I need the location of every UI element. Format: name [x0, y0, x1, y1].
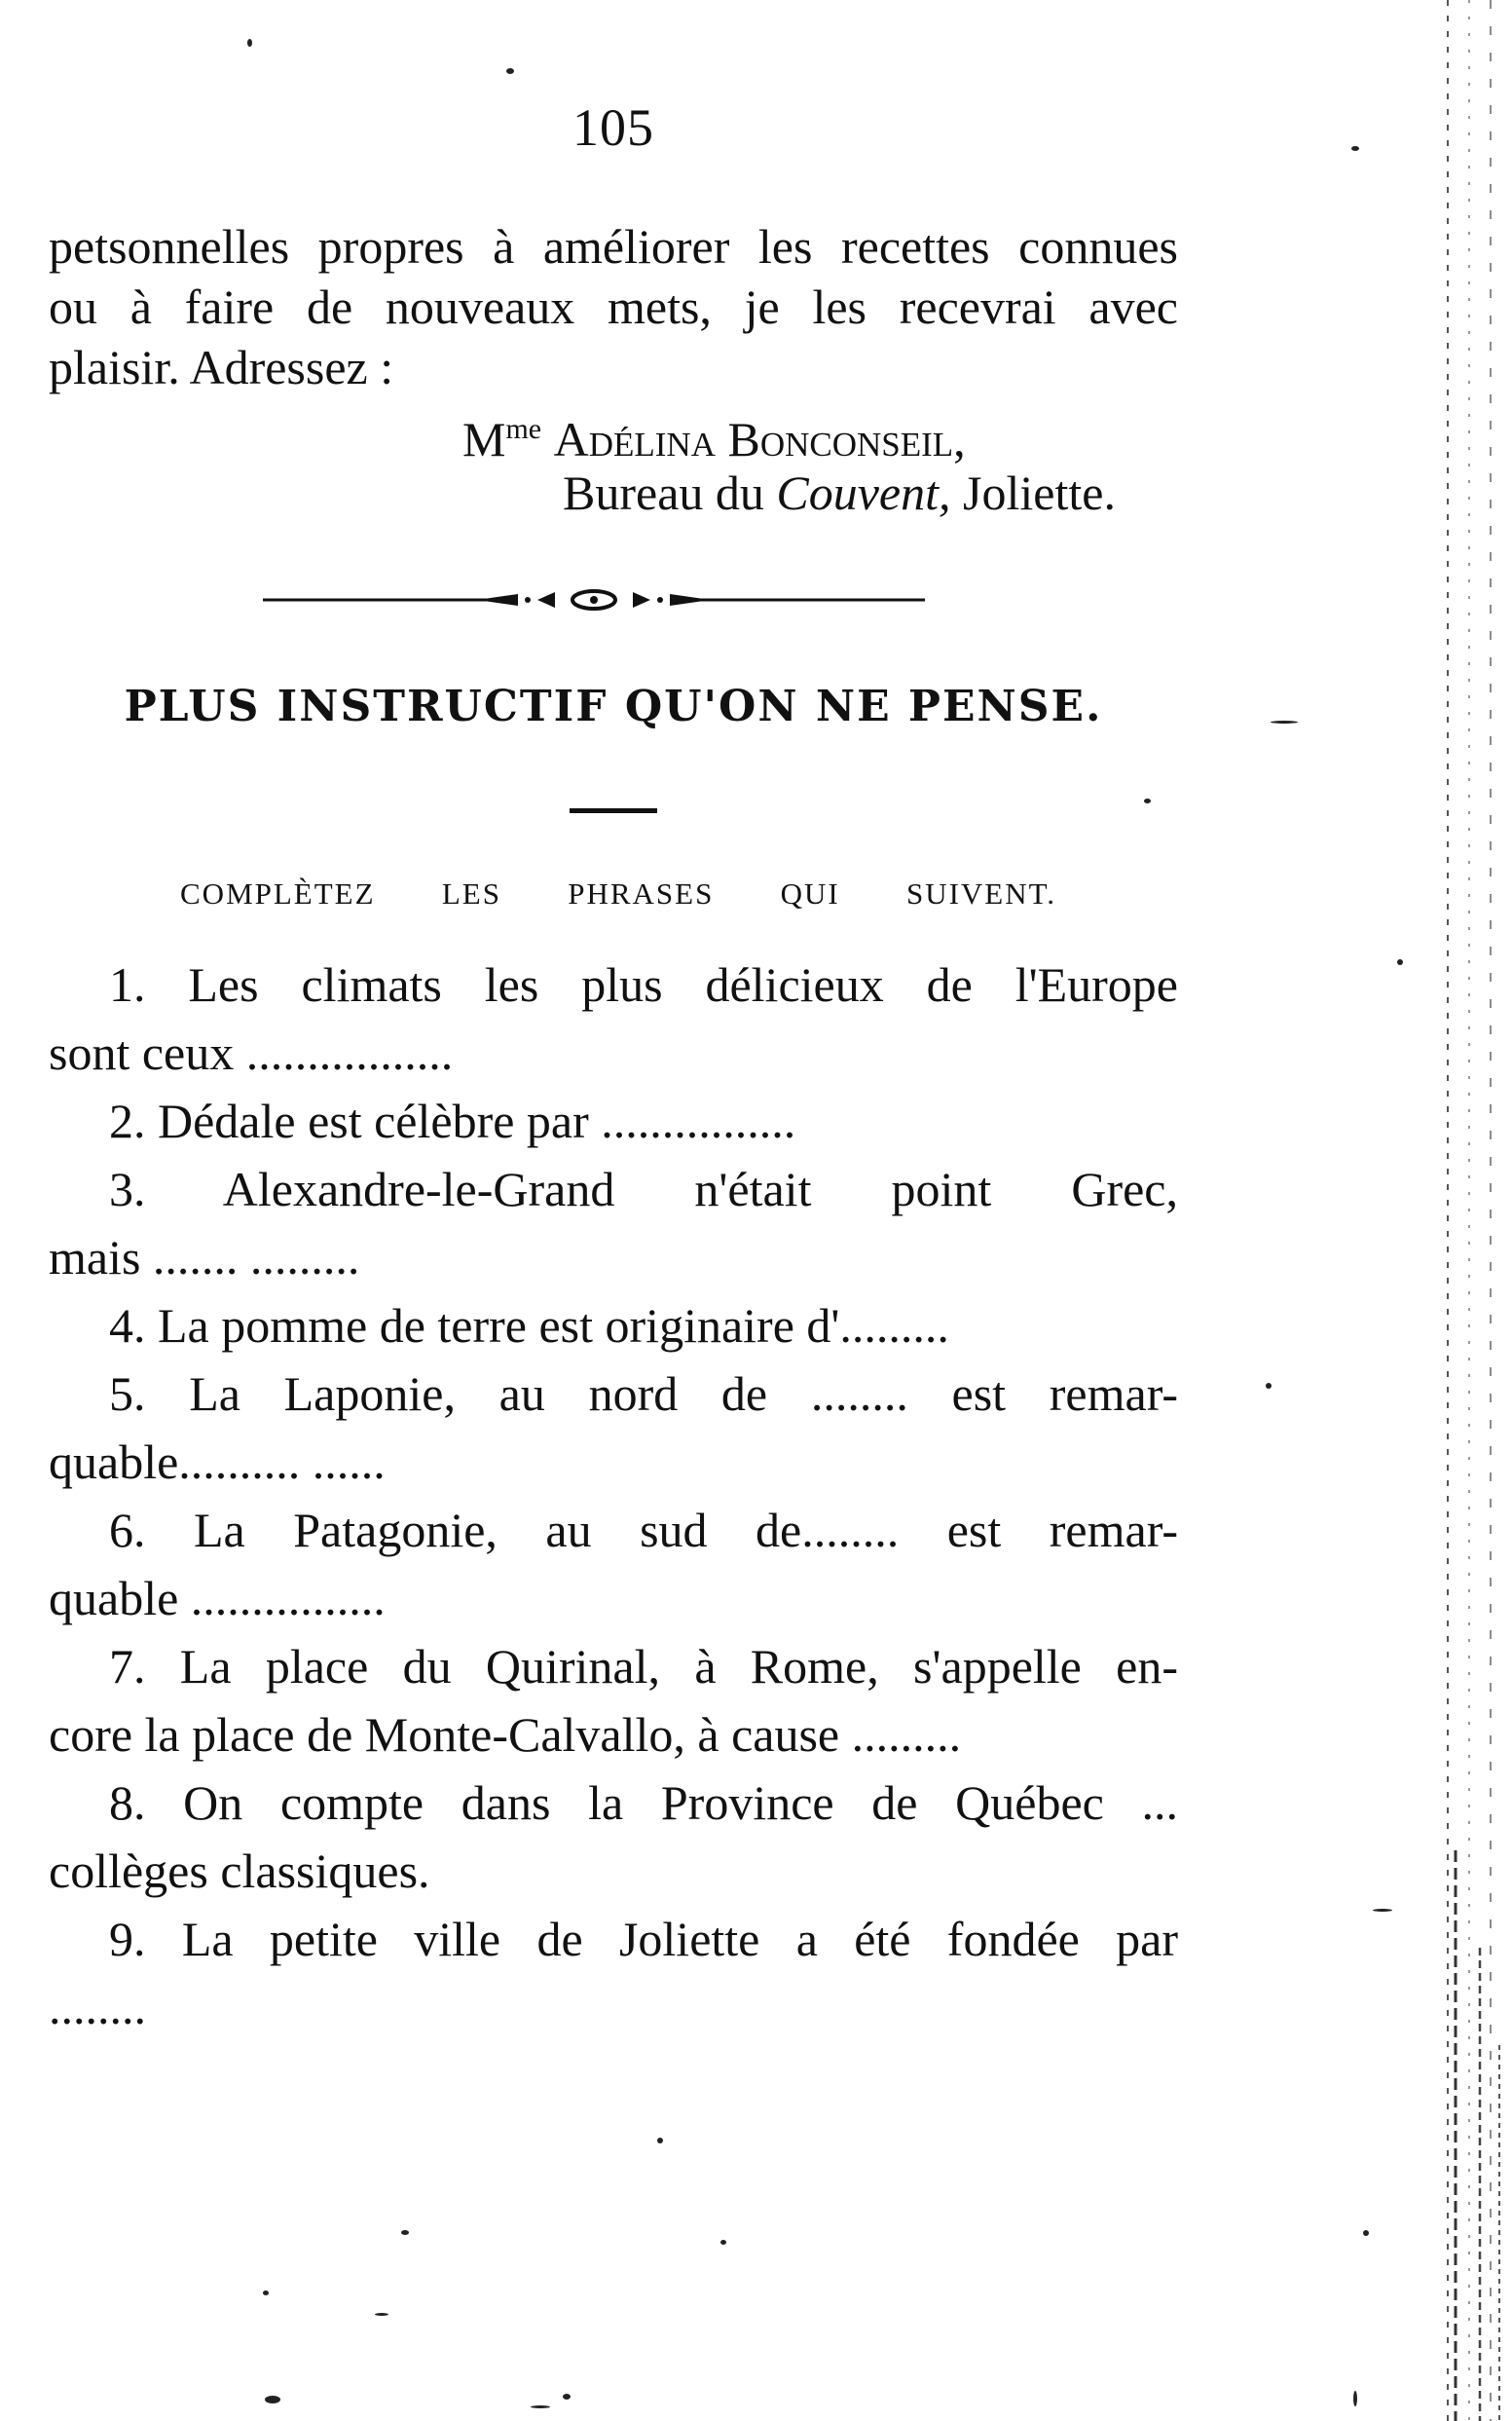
signature-name: Adélina Bonconseil,: [553, 412, 966, 466]
scan-speck: [1373, 1909, 1392, 1912]
intro-line-1: petsonnelles propres à améliorer les recettes connues: [49, 219, 1178, 274]
item-6-line-1: 6. La Patagonie, au sud de........ est remar-: [109, 1503, 1178, 1557]
scan-speck: [1397, 959, 1403, 965]
scan-speck: [506, 68, 514, 74]
signature-honorific: M: [462, 412, 506, 466]
ornament-divider: [263, 580, 925, 619]
scan-speck: [401, 2230, 409, 2235]
item-3-line-1: 3. Alexandre-le-Grand n'était point Grec,: [109, 1162, 1178, 1216]
scan-speck: [247, 39, 252, 47]
item-1-line-1: 1. Les climats les plus délicieux de l'Europe: [109, 957, 1178, 1012]
scan-speck: [1353, 2391, 1357, 2406]
signature-name-line: [462, 399, 966, 469]
address-italic: Couvent,: [776, 466, 951, 520]
item-5-line-2: quable.......... ......: [49, 1434, 386, 1489]
page-number: 105: [572, 98, 654, 157]
scan-speck: [1271, 721, 1298, 724]
title-rule: [570, 808, 657, 813]
scan-speck: [375, 2313, 388, 2316]
item-7-line-2: core la place de Monte-Calvallo, à cause .........: [49, 1707, 962, 1762]
signature-honorific-sup: me: [505, 413, 542, 445]
scan-speck: [563, 2394, 571, 2400]
scan-speck: [1144, 799, 1151, 803]
item-1-line-2: sont ceux .................: [49, 1025, 454, 1080]
scan-edge-artifact: [1426, 0, 1512, 2421]
item-5-line-1: 5. La Laponie, au nord de ........ est remar-: [109, 1366, 1178, 1421]
scan-speck: [263, 2291, 269, 2295]
item-3-line-2: mais ....... .........: [49, 1230, 360, 1285]
item-6-line-2: quable ................: [49, 1571, 386, 1625]
item-9-line-2: ........: [49, 1980, 146, 2034]
signature-address-line: [563, 463, 1116, 523]
scan-speck: [1351, 146, 1359, 151]
section-subtitle: COMPLÈTEZ LES PHRASES QUI SUIVENT.: [180, 876, 1056, 911]
intro-line-2: ou à faire de nouveaux mets, je les recevrai avec: [49, 279, 1178, 334]
scan-speck: [720, 2240, 726, 2245]
item-8-line-1: 8. On compte dans la Province de Québec ...: [109, 1775, 1178, 1830]
scan-speck: [1266, 1383, 1272, 1389]
address-prefix: Bureau du: [563, 466, 777, 520]
intro-line-3: plaisir. Adressez :: [49, 340, 394, 394]
item-4: 4. La pomme de terre est originaire d'.........: [109, 1298, 949, 1353]
item-7-line-1: 7. La place du Quirinal, à Rome, s'appelle en-: [109, 1639, 1178, 1694]
scan-speck: [531, 2405, 550, 2408]
item-2: 2. Dédale est célèbre par ................: [109, 1094, 796, 1148]
scan-speck: [657, 2138, 663, 2143]
item-9-line-1: 9. La petite ville de Joliette a été fondée par: [109, 1912, 1178, 1966]
scan-speck: [1363, 2230, 1369, 2236]
item-8-line-2: collèges classiques.: [49, 1844, 430, 1898]
address-suffix: Joliette.: [950, 466, 1116, 520]
section-title: PLUS INSTRUCTIF QU'ON NE PENSE.: [124, 682, 1103, 731]
scan-speck: [265, 2396, 280, 2403]
